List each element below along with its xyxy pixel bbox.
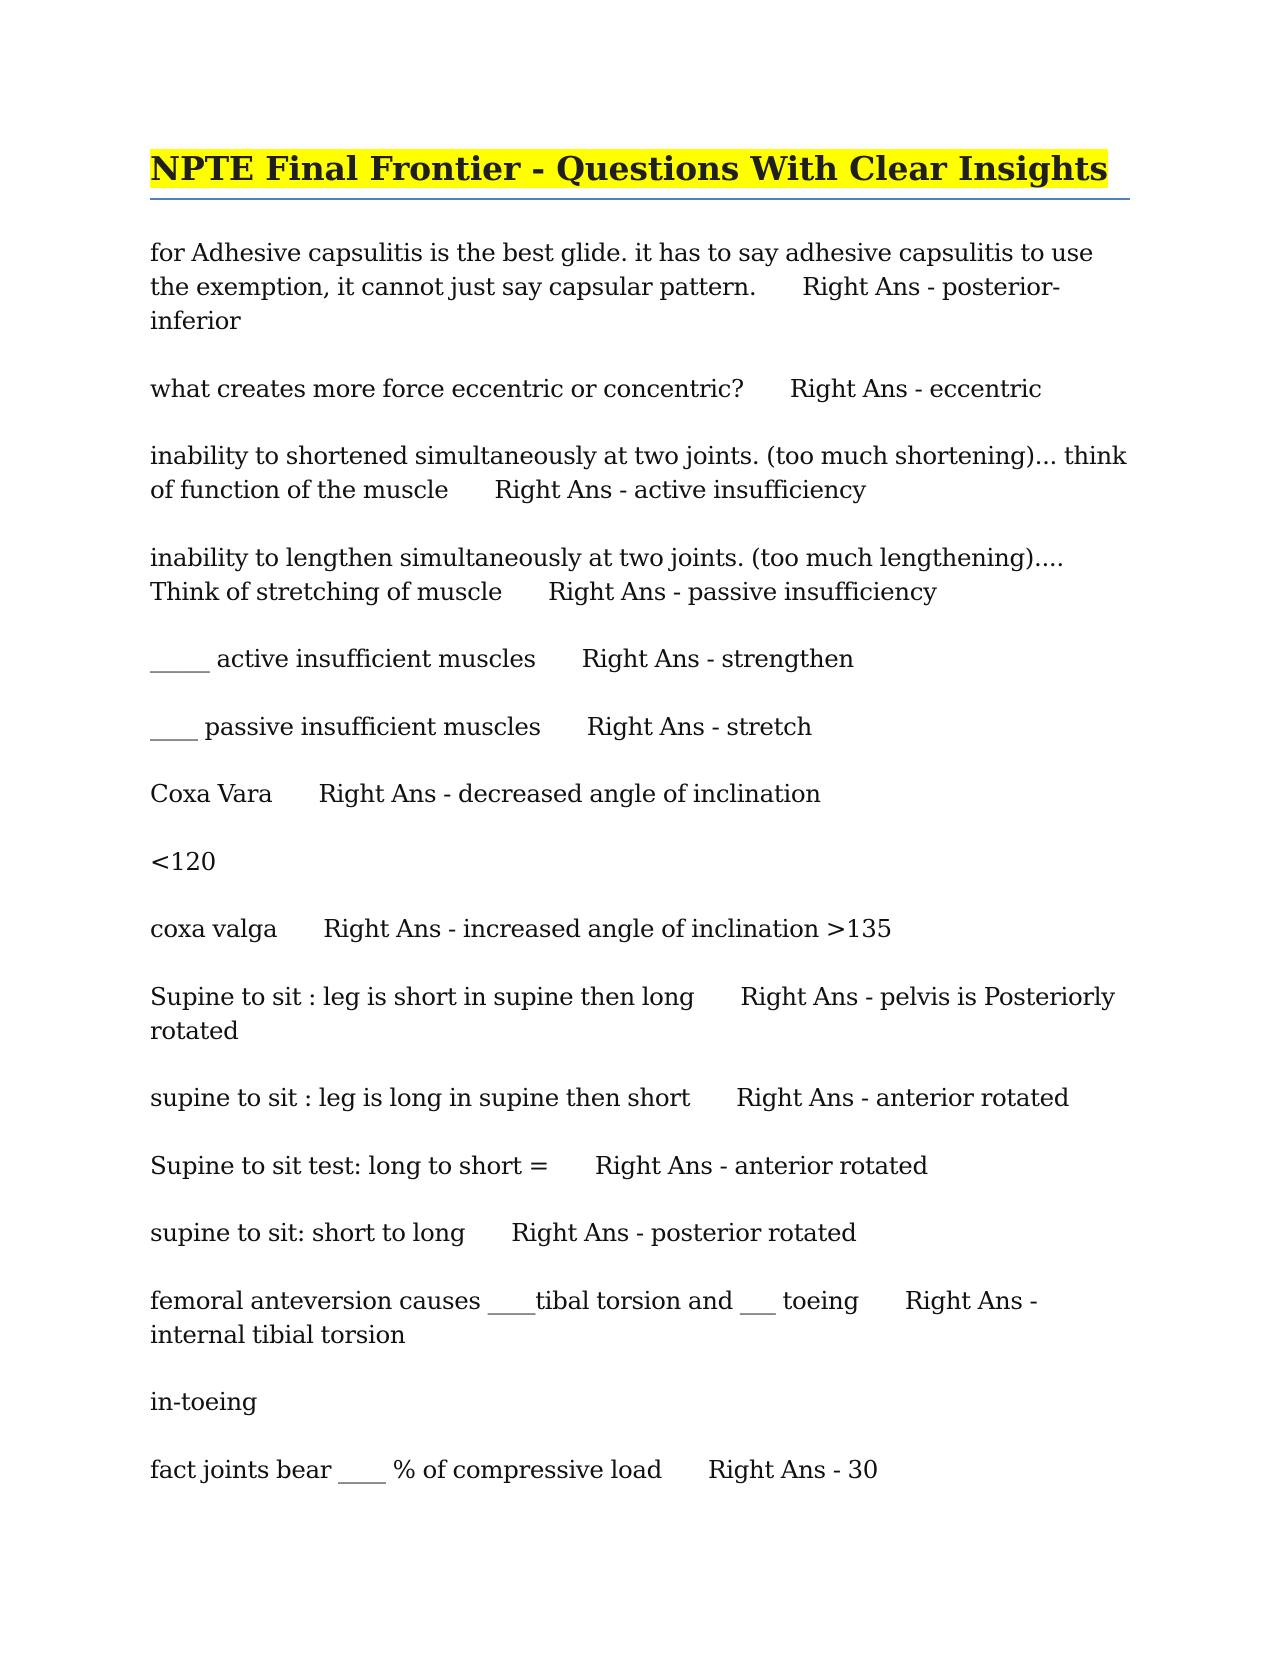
question-text: supine to sit: short to long	[150, 1218, 466, 1247]
answer-text: Right Ans - 30	[707, 1454, 879, 1484]
qa-item	[150, 541, 1135, 609]
answer-text: Right Ans - eccentric	[789, 373, 1042, 403]
question-text: Coxa Vara	[150, 779, 273, 808]
qa-list	[150, 236, 1135, 1520]
answer-text: Right Ans - posterior rotated	[511, 1218, 857, 1247]
answer-text: Right Ans - posterior-inferior	[150, 272, 1060, 335]
answer-text: Right Ans - anterior rotated	[594, 1150, 928, 1180]
question-text: Supine to sit : leg is short in supine then long	[150, 981, 695, 1011]
qa-item	[150, 1385, 1135, 1419]
qa-item	[150, 372, 1135, 406]
qa-item	[150, 1149, 1135, 1183]
qa-item	[150, 236, 1135, 338]
qa-item	[150, 845, 1135, 879]
qa-item	[150, 642, 1135, 676]
answer-text: Right Ans - internal tibial torsion	[150, 1285, 1038, 1349]
answer-text: Right Ans - increased angle of inclination >135	[323, 914, 892, 943]
question-text: coxa valga	[150, 914, 278, 943]
question-text: supine to sit : leg is long in supine then short	[150, 1083, 691, 1112]
question-text: ____ passive insufficient muscles	[150, 711, 541, 741]
answer-text: Right Ans - anterior rotated	[736, 1083, 1070, 1112]
question-text: _____ active insufficient muscles	[150, 644, 536, 673]
answer-text: Right Ans - passive insufficiency	[548, 576, 937, 606]
qa-item	[150, 710, 1135, 744]
question-text: inability to lengthen simultaneously at two joints. (too much lengthening).... Think of stretching of muscle	[150, 542, 1071, 606]
qa-item	[150, 1216, 1135, 1250]
question-text: Supine to sit test: long to short =	[150, 1150, 549, 1180]
answer-text: Right Ans - decreased angle of inclination	[318, 779, 821, 808]
qa-item	[150, 912, 1135, 946]
answer-text: Right Ans - active insufficiency	[494, 475, 866, 504]
title-block	[150, 148, 1130, 200]
question-text: in-toeing	[150, 1387, 258, 1416]
question-text: for Adhesive capsulitis is the best glide. it has to say adhesive capsulitis to use the exemption, it cannot just say capsular pattern.	[150, 238, 1100, 301]
qa-item	[150, 1284, 1135, 1352]
question-text: fact joints bear ____ % of compressive load	[150, 1454, 662, 1484]
question-text: inability to shortened simultaneously at two joints. (too much shortening)... think of function of the muscle	[150, 441, 1134, 504]
qa-item	[150, 1081, 1135, 1115]
qa-item	[150, 777, 1135, 811]
qa-item	[150, 980, 1135, 1048]
question-text: <120	[150, 846, 216, 876]
qa-item	[150, 439, 1135, 507]
question-text: what creates more force eccentric or concentric?	[150, 373, 744, 403]
answer-text: Right Ans - strengthen	[581, 644, 854, 673]
question-text: femoral anteversion causes ____tibal torsion and ___ toeing	[150, 1285, 859, 1315]
answer-text: Right Ans - pelvis is Posteriorly rotated	[150, 981, 1115, 1045]
document-title: NPTE Final Frontier - Questions With Clear Insights	[150, 149, 1108, 188]
qa-item	[150, 1453, 1135, 1487]
answer-text: Right Ans - stretch	[586, 711, 812, 741]
